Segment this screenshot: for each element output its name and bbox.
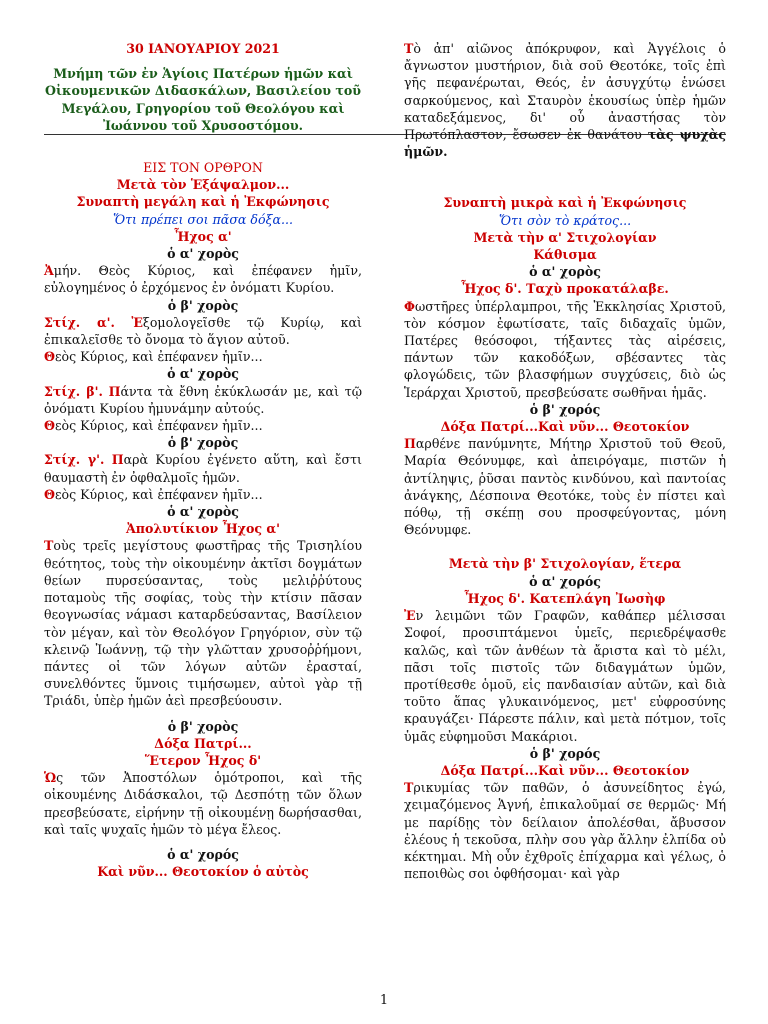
tone-heading: Ἦχος α' (174, 228, 232, 244)
stichology-rubric: Μετὰ τὴν β' Στιχολογίαν, ἕτερα (448, 556, 682, 572)
drop-initial: Τ (404, 41, 414, 56)
orthros-heading: ΕΙΣ ΤΟΝ ΟΡΘΡΟΝ (143, 160, 263, 176)
feast-date: 30 ΙΑΝΟΥΑΡΙΟΥ 2021 (126, 41, 280, 56)
theotokion-hymn (404, 435, 726, 538)
kathisma-hymn (404, 298, 726, 401)
verse-text: αρὰ Κυρίου ἐγένετο αὕτη, καὶ ἔστι θαυμαστὴ ἐν ὀφθαλμοῖς ἡμῶν. (44, 452, 362, 485)
choir-label: ὁ α' χορὸς (167, 246, 239, 262)
amen-verse (44, 262, 362, 296)
drop-initial: Τ (404, 780, 414, 796)
theotokion-hymn (404, 779, 726, 882)
ekphonesis: Ὅτι σὸν τὸ κράτος... (498, 212, 632, 228)
refrain-verse (44, 486, 362, 503)
drop-initial: Π (404, 436, 416, 452)
choir-label: ὁ α' χορός (529, 573, 601, 589)
commemoration-title: Μνήμη τῶν ἐν Ἁγίοις Πατέρων ἡμῶν καὶ Οἰκουμενικῶν Διδασκάλων, Βασιλείου τοῦ Μεγάλου, Γρηγορίου τοῦ Θεολόγου καὶ Ἰωάννου τοῦ Χρυσοστόμου. (44, 66, 362, 133)
left-column (44, 40, 362, 880)
choir-label: ὁ α' χορός (167, 846, 239, 862)
great-litany-rubric: Συναπτὴ μεγάλη καὶ ἡ Ἐκφώνησις (76, 194, 330, 210)
tone-heading: Ἦχος δ'. Ταχὺ προκατάλαβε. (461, 281, 669, 297)
heteron-hymn (44, 769, 362, 838)
verse-text: άντα τὰ ἔθνη ἐκύκλωσάν με, καὶ τῷ ὀνόματι Κυρίου ἠμυνάμην αὐτούς. (44, 383, 362, 416)
hymn-ending: τὰς ψυχὰς ἡμῶν. (404, 127, 726, 160)
choir-label: ὁ β' χορὸς (167, 297, 239, 313)
drop-initial: Θ (44, 349, 55, 365)
hymn-text: ὸ ἀπ' αἰῶνος ἀπόκρυφον, καὶ Ἀγγέλοις ὁ ἄγνωστον μυστήριον, διὰ σοῦ Θεοτόκε, τοῖς ἐπὶ γῆς πεφανέρωται, Θεός, ἐν ἀσυγχύτῳ ἑνώσει σαρκούμενος, καὶ Σταυρὸν ἑκουσίως ὑπὲρ ἡμῶν καταδεξάμενος, δι' οὗ ἀναστήσας τὸν Πρωτόπλαστον, ἔσωσεν ἐκ θανάτου (404, 41, 726, 143)
hymn-text: οὺς τρεῖς μεγίστους φωστῆρας τῆς Τρισηλίου θεότητος, τοὺς τὴν οἰκουμένην ἀκτῖσι δογμάτων θείων πυρσεύσαντας, τοὺς μελιῤῥύτους ποταμοὺς τῆς σοφίας, τοὺς τὴν κτίσιν πᾶσαν θεογνωσίας νάμασι καταρδεύσαντας, Βασίλειον τὸν μέγαν, καὶ τὸν Θεολόγον Γρηγόριον, σὺν τῷ κλεινῷ Ἰωάννῃ, τῷ τὴν γλῶτταν χρυσοῤῥήμονι, πάντες οἱ τῶν λόγων αὐτῶν ἐρασταί, συνελθόντες ὕμνοις τιμήσωμεν, αὐτοὶ γὰρ τῇ Τριάδι, ὑπὲρ ἡμῶν ἀεὶ πρεσβεύουσιν. (44, 538, 362, 709)
doxa-rubric: Δόξα Πατρί...Καὶ νῦν... Θεοτοκίον (440, 762, 690, 778)
hymn-text: ν λειμῶνι τῶν Γραφῶν, καθάπερ μέλισσαι Σοφοί, προσιπτάμενοι ὑμεῖς, περιεδρέψασθε καλῶς, καὶ τῶν ἀνθέων τὰ ἄριστα καὶ τὸ μέλι, πᾶσι τοῖς πιστοῖς τῶν διδαγμάτων ὑμῶν, προτίθεσθε ὁμοῦ, εἰς πανδαισίαν αὐτῶν, καὶ διὰ τοῦτο ἅπας γλυκαινόμενος, μετ' εὐφροσύνης κραυγάζει· Πάρεστε πάλιν, καὶ μετὰ πότμον, τοῖς ὑμᾶς εὐφημοῦσι Μακάριοι. (404, 608, 726, 744)
after-exapsalmos-rubric: Μετὰ τὸν Ἑξάψαλμον... (116, 177, 290, 193)
verse-text: εὸς Κύριος, καὶ ἐπέφανεν ἡμῖν... (54, 486, 263, 502)
kathisma-heading: Κάθισμα (533, 247, 597, 263)
stichos-verse (44, 451, 362, 485)
choir-label: ὁ β' χορός (529, 745, 601, 761)
page-number: 1 (379, 993, 389, 1008)
verse-text: μήν. Θεὸς Κύριος, καὶ ἐπέφανεν ἡμῖν, εὐλογημένος ὁ ἐρχόμενος ἐν ὀνόματι Κυρίου. (44, 263, 362, 296)
drop-initial: Τ (44, 538, 54, 554)
doxa-rubric: Δόξα Πατρί...Καὶ νῦν... Θεοτοκίον (440, 419, 690, 435)
drop-initial: Π (111, 452, 124, 468)
apolytikion-heading: Ἀπολυτίκιον Ἦχος α' (126, 521, 280, 537)
drop-initial: Π (108, 383, 121, 399)
drop-initial: Φ (404, 298, 415, 314)
verse-text: ξομολογεῖσθε τῷ Κυρίῳ, καὶ ἐπικαλεῖσθε τὸ ὄνομα τὸ ἅγιον αὐτοῦ. (44, 314, 362, 348)
hymn-text: αρθένε πανύμνητε, Μήτηρ Χριστοῦ τοῦ Θεοῦ, Μαρία Θεόνυμφε, καὶ ἀπειρόγαμε, πιστῶν ἡ ἀντίληψις, ῥῦσαι παντὸς κινδύνου, καὶ παντοίας ἀνάγκης, Δέσποινα Θεοτόκε, τοὺς ἐν πίστει καὶ πόθῳ, τῇ σκέπῃ σου προσφεύγοντας, μόνη Θεόνυμφε. (404, 436, 726, 538)
stichology-rubric: Μετὰ τὴν α' Στιχολογίαν (473, 229, 657, 245)
doxa-rubric: Δόξα Πατρί... (154, 735, 252, 751)
tone-heading: Ἦχος δ'. Κατεπλάγη Ἰωσὴφ (464, 590, 666, 606)
drop-initial: Θ (44, 418, 55, 434)
verse-text: εὸς Κύριος, καὶ ἐπέφανεν ἡμῖν... (54, 349, 263, 365)
stichos-verse (44, 314, 362, 348)
stichos-label: Στίχ. β'. (44, 383, 103, 399)
choir-label: ὁ β' χορός (529, 401, 601, 417)
hymn-text: ς τῶν Ἀποστόλων ὁμότροποι, καὶ τῆς οἰκουμένης Διδάσκαλοι, τῷ Δεσπότῃ τῶν ὅλων πρεσβεύσατε, εἰρήνην τῇ οἰκουμένῃ δωρήσασθαι, καὶ ταῖς ψυχαῖς ἡμῶν τὸ μέγα ἔλεος. (44, 770, 362, 837)
choir-label: ὁ α' χορὸς (167, 504, 239, 520)
right-column (404, 40, 726, 882)
drop-initial: Ὡ (44, 770, 57, 786)
verse-text: εὸς Κύριος, καὶ ἐπέφανεν ἡμῖν... (54, 418, 263, 434)
small-litany-rubric: Συναπτὴ μικρὰ καὶ ἡ Ἐκφώνησις (443, 195, 687, 211)
stichos-label: Στίχ. α'. (44, 314, 115, 330)
apolytikion-hymn (44, 537, 362, 709)
stichos-verse (44, 383, 362, 417)
refrain-verse (44, 417, 362, 434)
hymn-text: ωστῆρες ὑπέρλαμπροι, τῆς Ἐκκλησίας Χριστοῦ, τὸν κόσμον ἐφωτίσατε, ταῖς διδαχαῖς ὑμῶν, Πατέρες θεόσοφοι, τήξαντες τὰς αἱρέσεις, πάντων τῶν κακοδόξων, σβέσαντες τὰς φλογώδεις, τῶν βλασφήμων συγχύσεις, διὸ ὡς Ἱεράρχαι Χριστοῦ, πρεσβεύσατε σωθῆναι ἡμᾶς. (404, 298, 726, 400)
heteron-heading: Ἕτερον Ἦχος δ' (144, 752, 262, 768)
hymn-text: ρικυμίας τῶν παθῶν, ὁ ἀσυνείδητος ἐγώ, χειμαζόμενος Ἁγνή, ἐπικαλοῦμαί σε θερμῶς· Μή με παρίδῃς τὸν δείλαιον ἀπολέσθαι, ἄβυσσον ἐλέους ἡ τεκοῦσα, πλὴν σου γὰρ ἄλλην ἐλπίδα οὐ κέκτημαι. Μὴ οὖν ἐχθροῖς ἐπίχαρμα καὶ γέλως, ὁ πεποιθὼς σοι ὀφθήσομαι· καὶ γὰρ (404, 780, 726, 882)
choir-label: ὁ α' χορὸς (167, 366, 239, 382)
choir-label: ὁ β' χορὸς (167, 718, 239, 734)
ekphonesis: Ὅτι πρέπει σοι πᾶσα δόξα... (112, 211, 294, 227)
stichos-label: Στίχ. γ'. (44, 452, 105, 468)
drop-initial: Θ (44, 486, 55, 502)
kathisma-hymn (404, 607, 726, 745)
choir-label: ὁ β' χορὸς (167, 435, 239, 451)
theotokion-hymn (404, 40, 726, 160)
theotokion-heading: Καὶ νῦν... Θεοτοκίον ὁ αὐτὸς (97, 864, 309, 880)
drop-initial: Ἐ (131, 314, 143, 330)
refrain-verse (44, 348, 362, 365)
drop-initial: Ἐ (404, 608, 416, 624)
choir-label: ὁ α' χορὸς (529, 264, 601, 280)
drop-initial: Ἀ (44, 263, 54, 279)
